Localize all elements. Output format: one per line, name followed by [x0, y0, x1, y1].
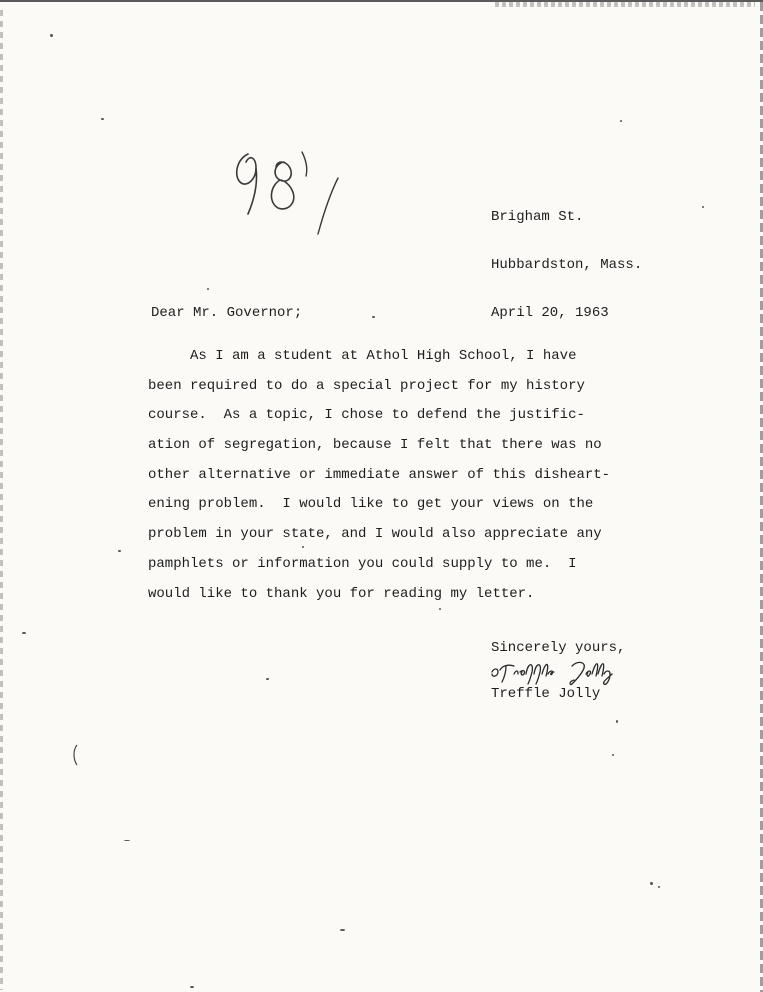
- body-line: ening problem. I would like to get your views on the: [148, 496, 594, 513]
- scan-speck: [372, 316, 375, 318]
- scan-speck: [702, 206, 704, 208]
- scan-speck: [118, 550, 121, 552]
- scan-speck: [124, 840, 130, 841]
- scan-edge-top: [495, 2, 755, 7]
- letter-date: April 20, 1963: [491, 305, 609, 321]
- body-line: other alternative or immediate answer of this disheart-: [148, 466, 611, 483]
- scan-speck: [620, 120, 622, 122]
- scan-speck: [612, 754, 614, 756]
- address-city: Hubbardston, Mass.: [491, 257, 643, 273]
- letter-body: [148, 342, 648, 609]
- scan-speck: [439, 608, 441, 610]
- scan-speck: [340, 929, 345, 931]
- body-line: course. As a topic, I chose to defend the justific-: [148, 407, 585, 424]
- scan-speck: [50, 34, 53, 37]
- body-line: ation of segregation, because I felt that there was no: [148, 437, 602, 454]
- stray-pencil-mark: [70, 744, 80, 766]
- scan-speck: [22, 632, 26, 634]
- scan-speck: [207, 288, 209, 290]
- scan-speck: [266, 678, 269, 680]
- address-street: Brigham St.: [491, 209, 584, 225]
- salutation: Dear Mr. Governor;: [151, 305, 303, 321]
- closing: Sincerely yours,: [491, 640, 626, 656]
- scan-speck: [650, 882, 653, 885]
- scan-speck: [302, 546, 304, 548]
- body-line: would like to thank you for reading my letter.: [148, 585, 535, 602]
- scan-speck: [616, 720, 618, 723]
- handwritten-archive-mark: [226, 142, 346, 242]
- body-line: pamphlets or information you could supply to me. I: [148, 555, 577, 572]
- scan-speck: [658, 886, 660, 888]
- body-line: problem in your state, and I would also appreciate any: [148, 526, 602, 543]
- handwritten-signature: [488, 658, 638, 688]
- body-line: been required to do a special project for my history: [148, 377, 585, 394]
- typed-signature-name: Treffle Jolly: [491, 686, 601, 702]
- scan-speck: [190, 986, 194, 988]
- sender-address-block: [491, 177, 642, 353]
- body-line: As I am a student at Athol High School, I have: [148, 348, 577, 364]
- scan-speck: [101, 118, 104, 120]
- scan-edge-left: [0, 10, 3, 990]
